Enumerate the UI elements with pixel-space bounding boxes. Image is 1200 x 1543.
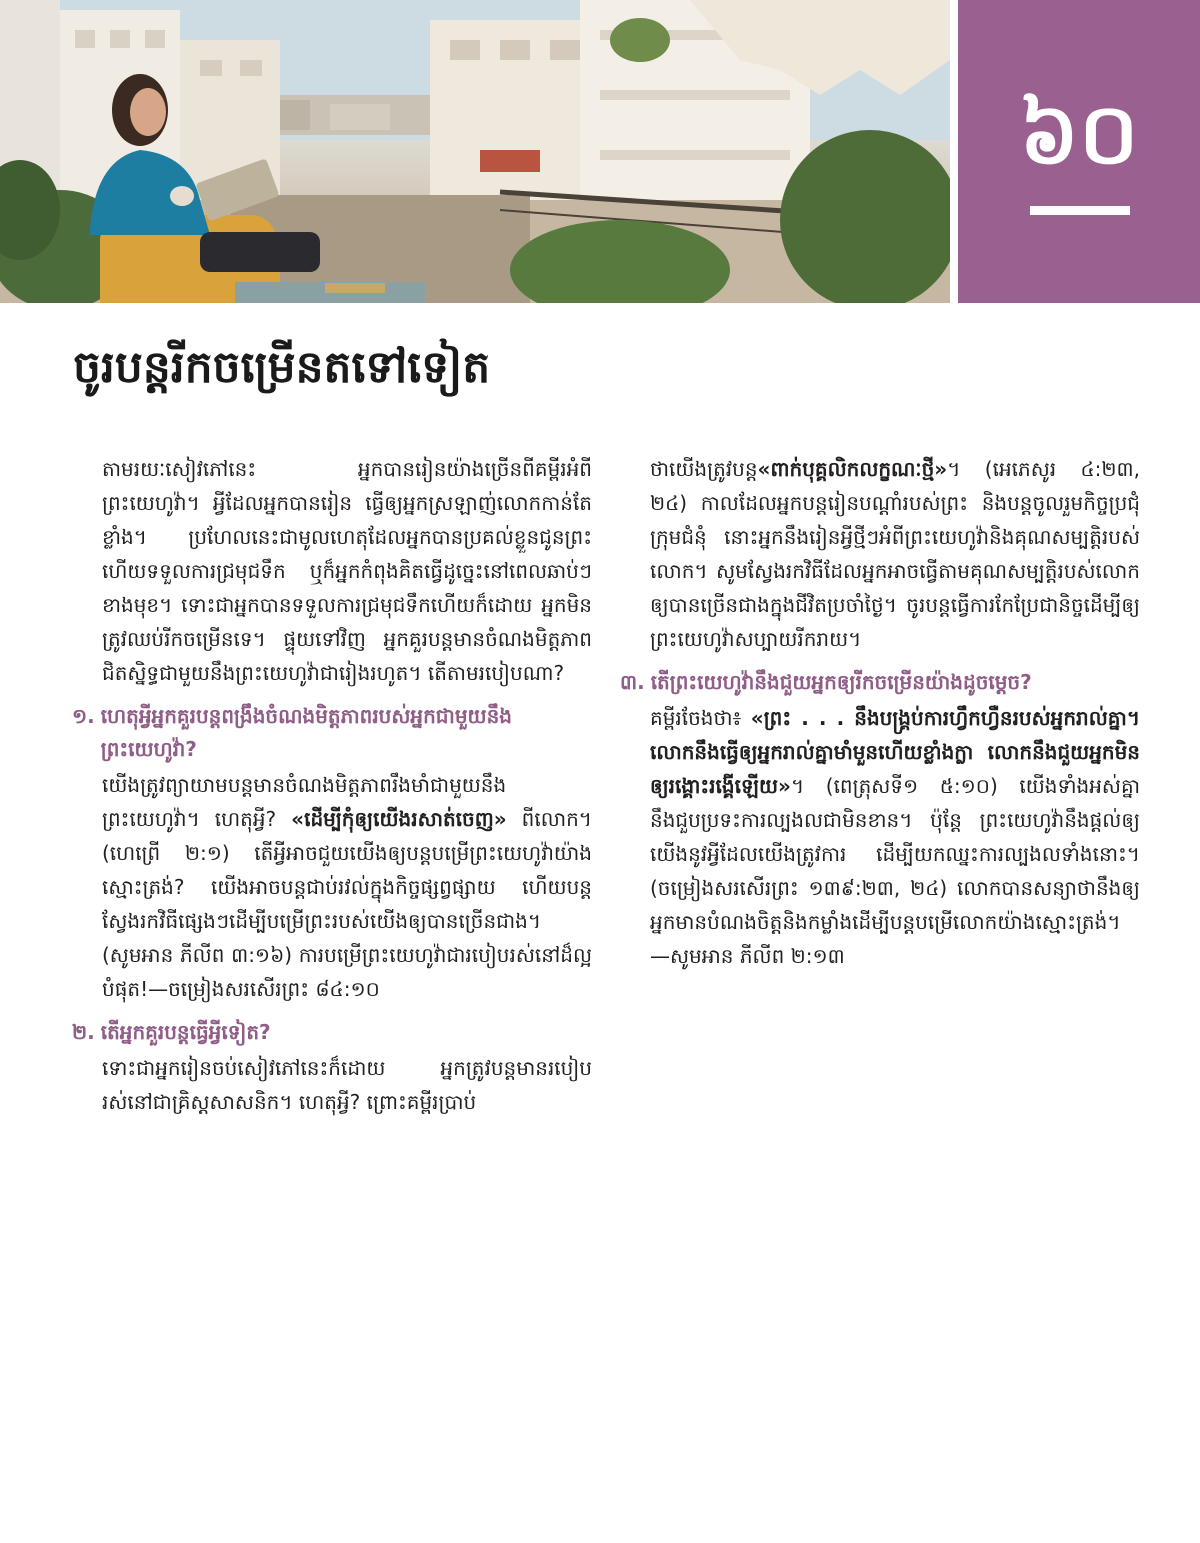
- question-number: ៣.: [620, 670, 645, 694]
- question-number: ២.: [72, 1020, 95, 1044]
- balcony-scene-illustration: [0, 0, 950, 303]
- question-heading-1: [72, 700, 592, 766]
- answer-paragraph-3: [620, 701, 1140, 973]
- answer-text: ពីលោក។ (ហេព្រើ ២:១) តើអ្វីអាចជួយយើងឲ្យបន្តបម្រើព្រះយេហូវ៉ាយ៉ាងស្មោះត្រង់? យើងអាចបន្តជាប់រវល់ក្នុងកិច្ចផ្សព្វផ្សាយ ហើយបន្តស្វែងរកវិធីផ្សេងៗដើម្បីបម្រើព្រះរបស់យើងឲ្យបានច្រើនជាង។ (សូមអាន ភីលីព ៣:១៦) ការបម្រើព្រះយេហូវ៉ាជារបៀបរស់នៅដ៏ល្អបំផុត!—ចម្រៀងសរសើរព្រះ ៨៤:១០: [102, 807, 592, 1001]
- right-column: [620, 452, 1140, 973]
- scripture-quote: «ព្រះ . . . នឹងបង្គ្រប់ការហ្វឹកហ្វឺនរបស់អ្នករាល់គ្នា។ លោកនឹងធ្វើឲ្យអ្នករាល់គ្នាមាំមួនហើយខ្លាំងក្លា លោកនឹងជួយអ្នកមិនឲ្យរង្គោះរង្គើឡើយ»: [650, 706, 1141, 798]
- lesson-number-underline: [1030, 206, 1130, 215]
- answer-text: គម្ពីរចែងថា៖: [650, 706, 751, 730]
- answer-text: ថាយើងត្រូវបន្ត: [650, 457, 758, 481]
- question-number: ១.: [72, 704, 95, 728]
- lesson-number: ៦០: [1019, 85, 1139, 183]
- page-title: ចូរបន្តរីកចម្រើនតទៅទៀត: [73, 342, 491, 393]
- question-text: ហេតុអ្វីអ្នកគួរបន្តពង្រឹងចំណងមិត្តភាពរបស់អ្នកជាមួយនឹងព្រះយេហូវ៉ា?: [100, 704, 512, 761]
- answer-paragraph-2-continued: [620, 452, 1140, 656]
- answer-text: ។ (អេភេសូរ ៤:២៣, ២៤) កាលដែលអ្នកបន្តរៀនបណ្ដាំរបស់ព្រះ និងបន្តចូលរួមកិច្ចប្រជុំក្រុមជំនុំ នោះអ្នកនឹងរៀនអ្វីថ្មីៗអំពីព្រះយេហូវ៉ានិងគុណសម្បត្តិរបស់លោក។ សូមស្វែងរកវិធីដែលអ្នកអាចធ្វើតាមគុណសម្បត្តិរបស់លោកឲ្យបានច្រើនជាងក្នុងជីវិតប្រចាំថ្ងៃ។ ចូរបន្តធ្វើការកែប្រែជានិច្ចដើម្បីឲ្យព្រះយេហូវ៉ាសប្បាយរីករាយ។: [650, 457, 1140, 651]
- intro-paragraph: តាមរយៈសៀវភៅនេះ អ្នកបានរៀនយ៉ាងច្រើនពីគម្ពីរអំពីព្រះយេហូវ៉ា។ អ្វីដែលអ្នកបានរៀន ធ្វើឲ្យអ្នកស្រឡាញ់លោកកាន់តែខ្លាំង។ ប្រហែលនេះជាមូលហេតុដែលអ្នកបានប្រគល់ខ្លួនជូនព្រះ ហើយទទួលការជ្រមុជទឹក ឬក៏អ្នកកំពុងគិតធ្វើដូច្នេះនៅពេលឆាប់ៗខាងមុខ។ ទោះជាអ្នកបានទទួលការជ្រមុជទឹកហើយក៏ដោយ អ្នកមិនត្រូវឈប់រីកចម្រើនទេ។ ផ្ទុយទៅវិញ អ្នកគួរបន្តមានចំណងមិត្តភាពជិតស្និទ្ធជាមួយនឹងព្រះយេហូវ៉ាជារៀងរហូត។ តើតាមរបៀបណា?: [102, 457, 592, 685]
- question-text: តើព្រះយេហូវ៉ានឹងជួយអ្នកឲ្យរីកចម្រើនយ៉ាងដូចម្ដេច?: [650, 670, 1032, 694]
- scripture-quote: «ដើម្បីកុំឲ្យយើងរសាត់ចេញ»: [291, 807, 507, 831]
- question-text: តើអ្នកគួរបន្តធ្វើអ្វីទៀត?: [100, 1020, 271, 1044]
- question-heading-3: [620, 666, 1140, 699]
- answer-paragraph-2-start: ទោះជាអ្នករៀនចប់សៀវភៅនេះក៏ដោយ អ្នកត្រូវបន្តមានរបៀបរស់នៅជាគ្រិស្តសាសនិក។ ហេតុអ្វី? ព្រោះគម្ពីរប្រាប់: [102, 1056, 592, 1114]
- question-heading-2: [72, 1016, 592, 1049]
- answer-paragraph-1: [72, 768, 592, 1006]
- left-column: [72, 452, 592, 1119]
- answer-text: យើងត្រូវព្យាយាមបន្តមានចំណងមិត្តភាពរឹងមាំជាមួយនឹងព្រះយេហូវ៉ា។ ហេតុអ្វី?: [102, 773, 507, 831]
- lesson-number-box: [958, 0, 1200, 303]
- scripture-quote: «ពាក់បុគ្គលិកលក្ខណៈថ្មី»: [757, 457, 948, 481]
- hero-photo: [0, 0, 950, 303]
- answer-text: ។ (ពេត្រុសទី១ ៥:១០) យើងទាំងអស់គ្នានឹងជួបប្រទះការល្បងលជាមិនខាន។ ប៉ុន្តែ ព្រះយេហូវ៉ានឹងផ្ដល់ឲ្យយើងនូវអ្វីដែលយើងត្រូវការ ដើម្បីយកឈ្នះការល្បងលទាំងនោះ។ (ចម្រៀងសរសើរព្រះ ១៣៩:២៣, ២៤) លោកបានសន្យាថានឹងឲ្យអ្នកមានបំណងចិត្តនិងកម្លាំងដើម្បីបន្តបម្រើលោកយ៉ាងស្មោះត្រង់។—សូមអាន ភីលីព ២:១៣: [650, 774, 1140, 968]
